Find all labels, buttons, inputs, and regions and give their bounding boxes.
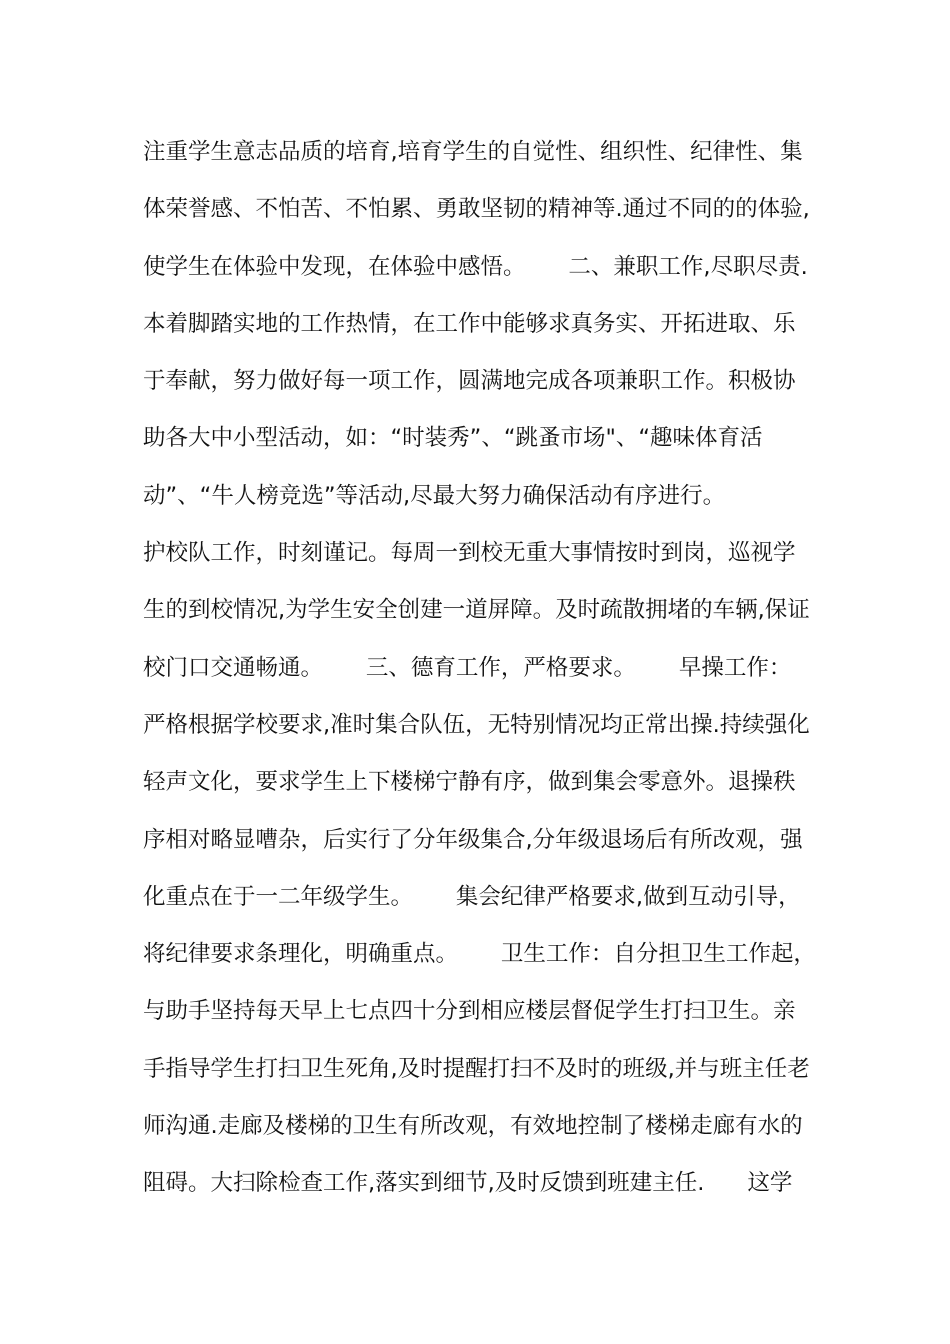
text-line: 与助手坚持每天早上七点四十分到相应楼层督促学生打扫卫生。亲 bbox=[143, 998, 796, 1025]
text-line: 生的到校情况,为学生安全创建一道屏障。及时疏散拥堵的车辆,保证 bbox=[143, 597, 810, 624]
text-line: 严格根据学校要求,准时集合队伍，无特别情况均正常出操.持续强化 bbox=[143, 711, 810, 738]
text-line: 轻声文化，要求学生上下楼梯宁静有序，做到集会零意外。退操秩 bbox=[143, 769, 796, 796]
text-line: 阻碍。大扫除检查工作,落实到细节,及时反馈到班建主任. 这学 bbox=[143, 1170, 793, 1197]
text-line: 师沟通.走廊及楼梯的卫生有所改观，有效地控制了楼梯走廊有水的 bbox=[143, 1113, 803, 1140]
text-line: 注重学生意志品质的培育,培育学生的自觉性、组织性、纪律性、集 bbox=[143, 139, 803, 165]
text-line: 将纪律要求条理化，明确重点。 卫生工作：自分担卫生工作起， bbox=[143, 941, 816, 968]
body-text bbox=[143, 132, 823, 1221]
text-line: 本着脚踏实地的工作热情，在工作中能够求真务实、开拓进取、乐 bbox=[143, 310, 796, 337]
text-line: 助各大中小型活动，如：“时装秀”、“跳蚤市场"、“趣味体育活 bbox=[143, 425, 763, 452]
text-line: 护校队工作，时刻谨记。每周一到校无重大事情按时到岗，巡视学 bbox=[143, 540, 796, 567]
text-line: 序相对略显嘈杂，后实行了分年级集合,分年级退场后有所改观，强 bbox=[143, 826, 803, 853]
text-line: 手指导学生打扫卫生死角,及时提醒打扫不及时的班级,并与班主任老 bbox=[143, 1055, 810, 1082]
text-line: 于奉献，努力做好每一项工作，圆满地完成各项兼职工作。积极协 bbox=[143, 368, 796, 395]
text-line: 使学生在体验中发现，在体验中感悟。 二、兼职工作,尽职尽责. bbox=[143, 253, 808, 280]
text-line: 校门口交通畅通。 三、德育工作，严格要求。 早操工作： bbox=[143, 654, 792, 681]
text-line: 化重点在于一二年级学生。 集会纪律严格要求,做到互动引导， bbox=[143, 883, 801, 910]
text-line: 体荣誉感、不怕苦、不怕累、勇敢坚韧的精神等.通过不同的的体验, bbox=[143, 196, 810, 223]
text-line: 动”、“牛人榜竞选”等活动,尽最大努力确保活动有序进行。 bbox=[143, 482, 726, 509]
